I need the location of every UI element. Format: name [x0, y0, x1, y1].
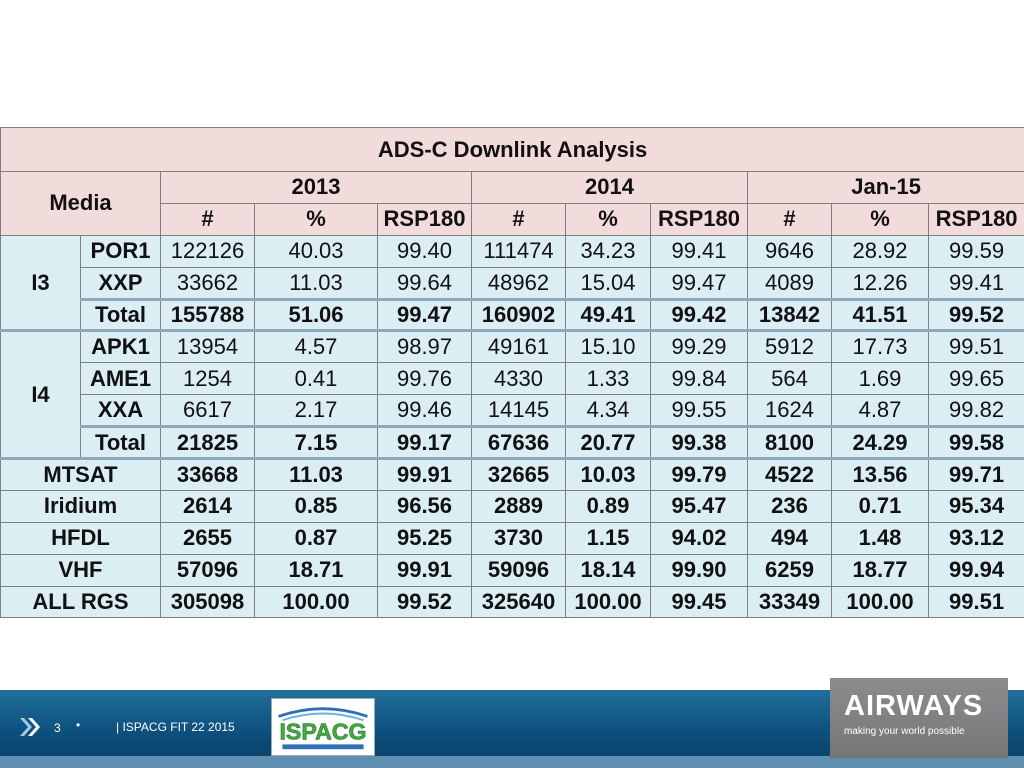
footer-bullet: •: [76, 718, 81, 732]
data-cell: 99.76: [378, 363, 472, 395]
group-label: I3: [1, 235, 81, 331]
row-label: Total: [81, 299, 161, 331]
data-cell: 8100: [748, 427, 832, 459]
data-cell: 4089: [748, 267, 832, 299]
row-label: ALL RGS: [1, 586, 161, 618]
airways-logo: [830, 678, 1008, 758]
column-header: RSP180: [378, 203, 472, 235]
column-header: %: [566, 203, 651, 235]
data-cell: 7.15: [255, 427, 378, 459]
data-cell: 95.34: [929, 490, 1024, 522]
row-label: MTSAT: [1, 459, 161, 491]
data-cell: 0.41: [255, 363, 378, 395]
table-row: [1, 554, 1024, 586]
data-cell: 99.55: [651, 395, 748, 427]
data-cell: 13842: [748, 299, 832, 331]
data-cell: 33349: [748, 586, 832, 618]
table-row: [1, 363, 1024, 395]
row-label: VHF: [1, 554, 161, 586]
data-cell: 0.89: [566, 490, 651, 522]
data-cell: 99.59: [929, 235, 1024, 267]
row-label: AME1: [81, 363, 161, 395]
data-cell: 33668: [161, 459, 255, 491]
row-label: POR1: [81, 235, 161, 267]
period-header: 2014: [472, 172, 748, 204]
ads-c-table-container: [0, 127, 1024, 615]
data-cell: 49.41: [566, 299, 651, 331]
data-cell: 1.15: [566, 522, 651, 554]
table-row: [1, 331, 1024, 363]
data-cell: 111474: [472, 235, 566, 267]
data-cell: 67636: [472, 427, 566, 459]
data-cell: 99.91: [378, 554, 472, 586]
data-cell: 564: [748, 363, 832, 395]
data-cell: 122126: [161, 235, 255, 267]
column-header: #: [748, 203, 832, 235]
data-cell: 99.45: [651, 586, 748, 618]
data-cell: 2655: [161, 522, 255, 554]
data-cell: 99.90: [651, 554, 748, 586]
data-cell: 57096: [161, 554, 255, 586]
column-header: RSP180: [651, 203, 748, 235]
data-cell: 96.56: [378, 490, 472, 522]
data-cell: 160902: [472, 299, 566, 331]
data-cell: 99.29: [651, 331, 748, 363]
table-row: [1, 490, 1024, 522]
data-cell: 99.51: [929, 331, 1024, 363]
data-cell: 12.26: [832, 267, 929, 299]
airways-wordmark: AIRWAYS: [844, 690, 984, 722]
media-header: Media: [1, 172, 161, 236]
period-header: 2013: [161, 172, 472, 204]
data-cell: 14145: [472, 395, 566, 427]
data-cell: 99.52: [378, 586, 472, 618]
table-row: [1, 459, 1024, 491]
data-cell: 11.03: [255, 459, 378, 491]
data-cell: 98.97: [378, 331, 472, 363]
table-row: [1, 235, 1024, 267]
row-label: HFDL: [1, 522, 161, 554]
data-cell: 20.77: [566, 427, 651, 459]
data-cell: 4.34: [566, 395, 651, 427]
data-cell: 99.17: [378, 427, 472, 459]
data-cell: 3730: [472, 522, 566, 554]
data-cell: 15.04: [566, 267, 651, 299]
data-cell: 95.47: [651, 490, 748, 522]
data-cell: 99.40: [378, 235, 472, 267]
data-cell: 99.79: [651, 459, 748, 491]
page-number: 3: [54, 721, 61, 735]
data-cell: 95.25: [378, 522, 472, 554]
data-cell: 99.58: [929, 427, 1024, 459]
data-cell: 99.82: [929, 395, 1024, 427]
data-cell: 93.12: [929, 522, 1024, 554]
group-label: I4: [1, 331, 81, 459]
ispacg-logo-text: ISPACG: [279, 718, 367, 745]
data-cell: 99.47: [378, 299, 472, 331]
data-cell: 305098: [161, 586, 255, 618]
footer-text: | ISPACG FIT 22 2015: [116, 720, 235, 734]
data-cell: 33662: [161, 267, 255, 299]
column-header: #: [472, 203, 566, 235]
table-title: ADS-C Downlink Analysis: [1, 128, 1024, 172]
data-cell: 4.57: [255, 331, 378, 363]
data-cell: 155788: [161, 299, 255, 331]
data-cell: 4.87: [832, 395, 929, 427]
title-row: [1, 128, 1024, 172]
data-cell: 6617: [161, 395, 255, 427]
data-cell: 99.94: [929, 554, 1024, 586]
column-header: RSP180: [929, 203, 1024, 235]
row-label: Total: [81, 427, 161, 459]
total-row: [1, 299, 1024, 331]
data-cell: 99.47: [651, 267, 748, 299]
period-header-row: [1, 172, 1024, 204]
data-cell: 15.10: [566, 331, 651, 363]
data-cell: 1.69: [832, 363, 929, 395]
data-cell: 34.23: [566, 235, 651, 267]
data-cell: 2614: [161, 490, 255, 522]
data-cell: 18.71: [255, 554, 378, 586]
column-header: #: [161, 203, 255, 235]
data-cell: 6259: [748, 554, 832, 586]
table-row: [1, 586, 1024, 618]
column-header: %: [832, 203, 929, 235]
data-cell: 100.00: [832, 586, 929, 618]
data-cell: 99.42: [651, 299, 748, 331]
data-cell: 325640: [472, 586, 566, 618]
data-cell: 18.14: [566, 554, 651, 586]
data-cell: 99.41: [929, 267, 1024, 299]
data-cell: 99.46: [378, 395, 472, 427]
total-row: [1, 427, 1024, 459]
row-label: XXA: [81, 395, 161, 427]
data-cell: 236: [748, 490, 832, 522]
data-cell: 99.52: [929, 299, 1024, 331]
row-label: XXP: [81, 267, 161, 299]
data-cell: 2.17: [255, 395, 378, 427]
data-cell: 494: [748, 522, 832, 554]
period-header: Jan-15: [748, 172, 1024, 204]
data-cell: 21825: [161, 427, 255, 459]
data-cell: 4522: [748, 459, 832, 491]
data-cell: 13.56: [832, 459, 929, 491]
data-cell: 9646: [748, 235, 832, 267]
data-cell: 10.03: [566, 459, 651, 491]
data-cell: 2889: [472, 490, 566, 522]
column-header: %: [255, 203, 378, 235]
data-cell: 4330: [472, 363, 566, 395]
data-cell: 99.65: [929, 363, 1024, 395]
data-cell: 11.03: [255, 267, 378, 299]
data-cell: 1254: [161, 363, 255, 395]
data-cell: 1.48: [832, 522, 929, 554]
data-cell: 99.91: [378, 459, 472, 491]
data-cell: 51.06: [255, 299, 378, 331]
data-cell: 28.92: [832, 235, 929, 267]
airways-tagline: making your world possible: [844, 726, 965, 737]
data-cell: 100.00: [255, 586, 378, 618]
data-cell: 13954: [161, 331, 255, 363]
data-cell: 99.71: [929, 459, 1024, 491]
data-cell: 99.64: [378, 267, 472, 299]
ispacg-logo: [271, 698, 375, 756]
data-cell: 0.85: [255, 490, 378, 522]
data-cell: 99.51: [929, 586, 1024, 618]
data-cell: 0.71: [832, 490, 929, 522]
data-cell: 59096: [472, 554, 566, 586]
data-cell: 17.73: [832, 331, 929, 363]
data-cell: 49161: [472, 331, 566, 363]
data-cell: 5912: [748, 331, 832, 363]
data-cell: 24.29: [832, 427, 929, 459]
table-row: [1, 395, 1024, 427]
data-cell: 100.00: [566, 586, 651, 618]
data-cell: 0.87: [255, 522, 378, 554]
ads-c-downlink-table: [0, 127, 1024, 618]
table-row: [1, 267, 1024, 299]
data-cell: 1624: [748, 395, 832, 427]
row-label: APK1: [81, 331, 161, 363]
table-row: [1, 522, 1024, 554]
data-cell: 18.77: [832, 554, 929, 586]
data-cell: 1.33: [566, 363, 651, 395]
data-cell: 99.38: [651, 427, 748, 459]
row-label: Iridium: [1, 490, 161, 522]
double-chevron-right-icon: [18, 714, 44, 740]
data-cell: 32665: [472, 459, 566, 491]
data-cell: 41.51: [832, 299, 929, 331]
data-cell: 99.41: [651, 235, 748, 267]
data-cell: 99.84: [651, 363, 748, 395]
data-cell: 94.02: [651, 522, 748, 554]
data-cell: 48962: [472, 267, 566, 299]
data-cell: 40.03: [255, 235, 378, 267]
